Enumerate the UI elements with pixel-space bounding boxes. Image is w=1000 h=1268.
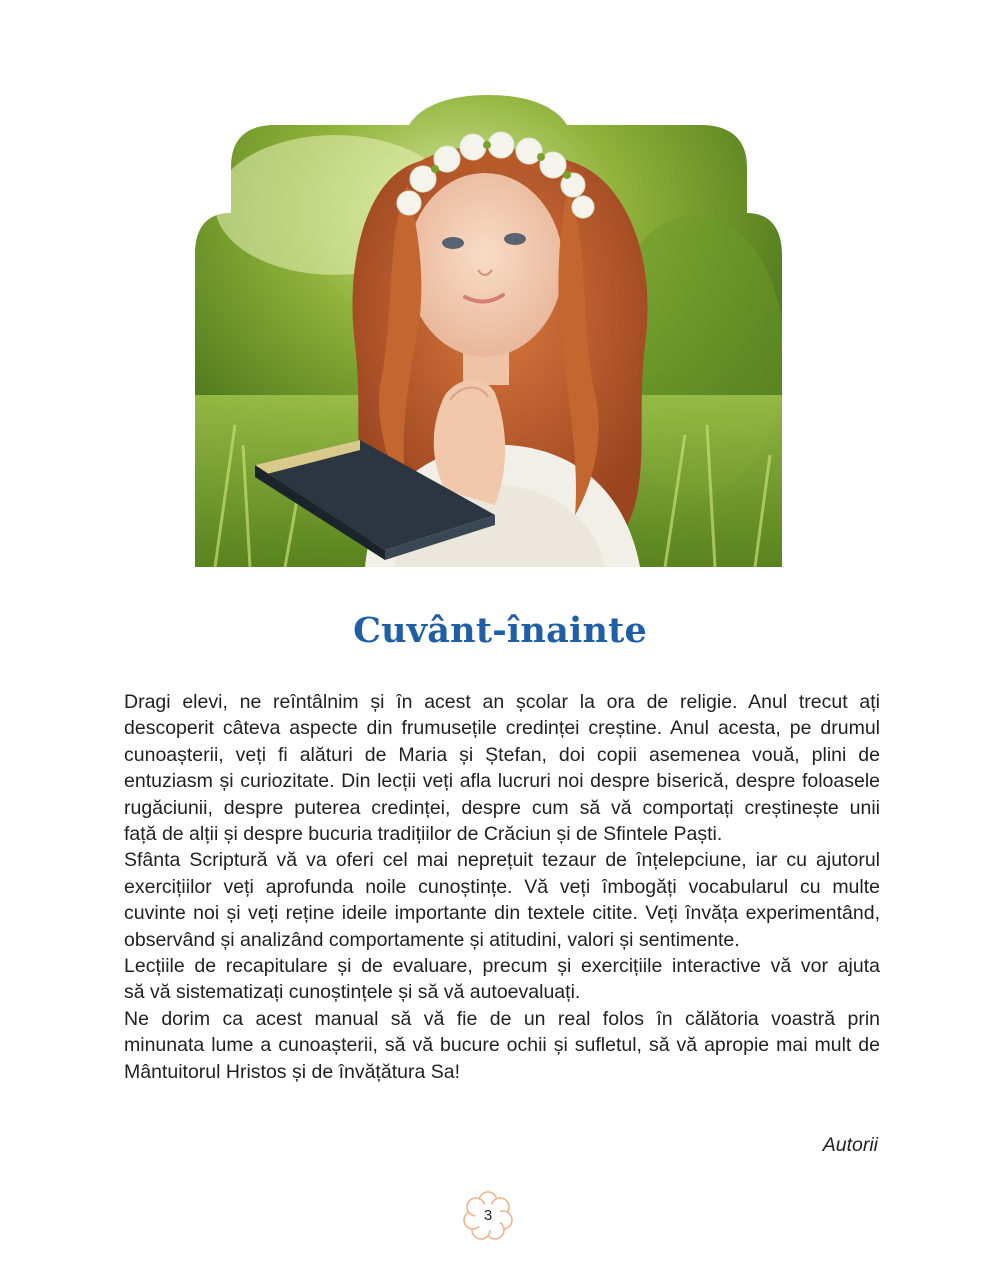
page-number: 3 <box>483 1207 493 1224</box>
illustration-photo <box>195 95 782 567</box>
text-line: Ne dorim ca acest manual să vă fie de un real folos în călătoria voastră prin <box>124 1007 880 1030</box>
text-line: observând și analizând comportamente și atitudini, valori și sentimente. <box>124 928 740 951</box>
text-line: față de alții și despre bucuria tradițiilor de Crăciun și de Sfintele Paști. <box>124 823 723 846</box>
text-line: Mântuitorul Hristos și de învățătura Sa! <box>124 1060 460 1083</box>
text-line: cuvinte noi și veți reține ideile importante din textele citite. Veți învăța experimentând, <box>124 902 880 925</box>
text-line: să vă sistematizați cunoștințele și să vă autoevaluați. <box>124 981 581 1004</box>
text-line: exercițiilor veți aprofunda noile cunoștințe. Vă veți îmbogăți vocabularul cu multe <box>124 875 880 898</box>
text-line: rugăciunii, despre puterea credinței, despre cum să vă comportați creștinește unii <box>124 796 880 819</box>
text-line: entuziasm și curiozitate. Din lecții veți afla lucruri noi despre biserică, despre foloasele <box>124 770 880 793</box>
paragraph-1 <box>124 689 880 847</box>
text-line: Dragi elevi, ne reîntâlnim și în acest an școlar la ora de religie. Anul trecut ați <box>124 691 880 713</box>
text-line: cunoașterii, veți fi alături de Maria și Ștefan, doi copii asemenea vouă, plini de <box>124 743 880 766</box>
text-line: minunata lume a cunoașterii, să vă bucure ochii și sufletul, să vă apropie mai mult de <box>124 1034 880 1057</box>
page-title: Cuvânt-înainte <box>353 610 647 651</box>
preface-text <box>124 689 880 1085</box>
paragraph-3 <box>124 953 880 1006</box>
text-line: Lecțiile de recapitulare și de evaluare, precum și exercițiile interactive vă vor ajuta <box>124 955 880 978</box>
paragraph-2 <box>124 847 880 953</box>
paragraph-4 <box>124 1006 880 1085</box>
text-line: descoperit câteva aspecte din frumusețile credinței creștine. Anul acesta, pe drumul <box>124 717 880 740</box>
signature: Autorii <box>822 1134 878 1156</box>
text-line: Sfânta Scriptură vă va oferi cel mai neprețuit tezaur de înțelepciune, iar cu ajutorul <box>124 849 880 872</box>
